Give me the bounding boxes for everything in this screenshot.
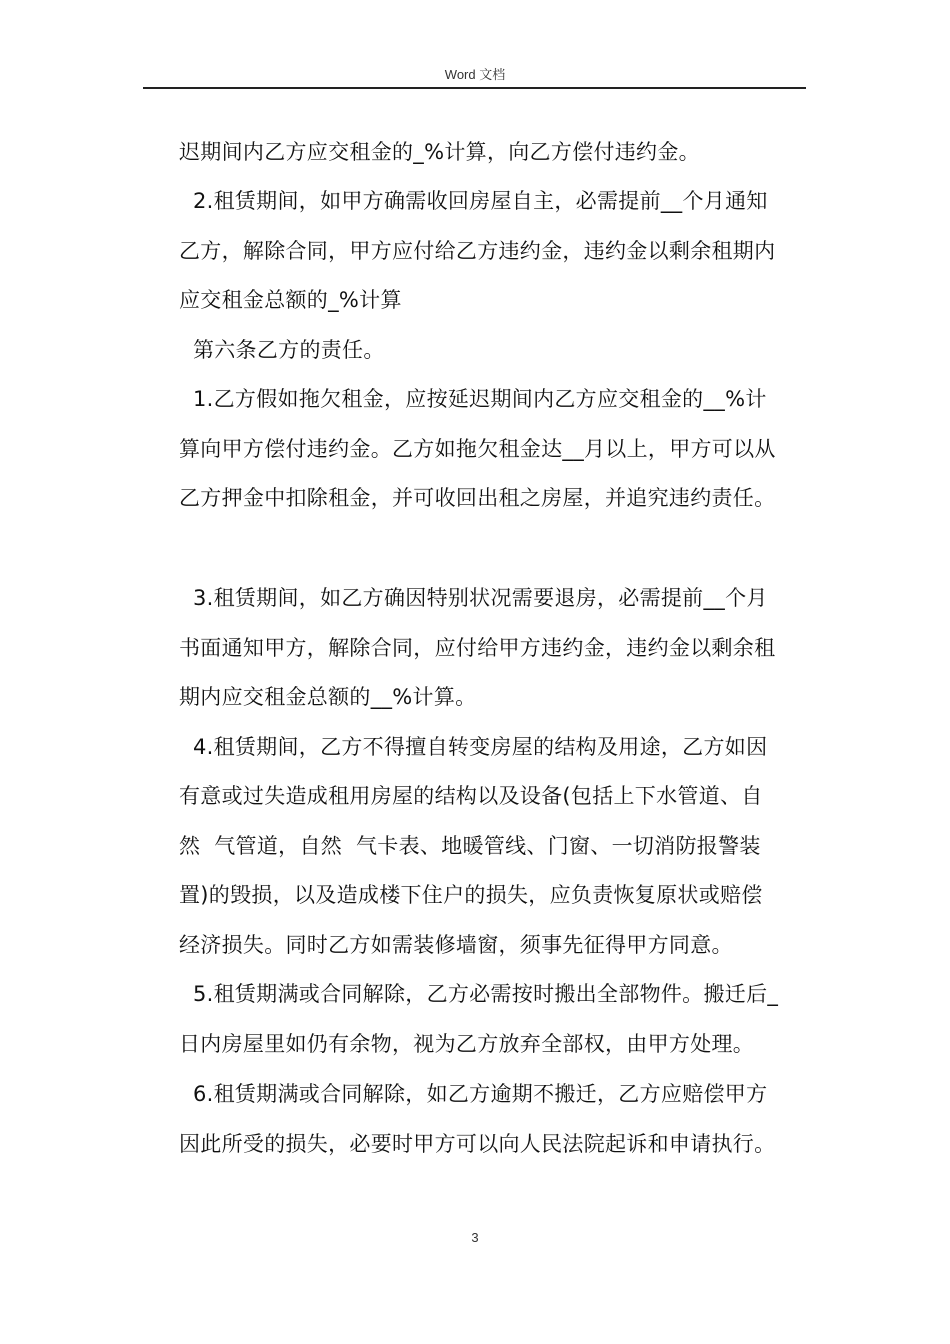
text-line: 乙方，解除合同，甲方应付给乙方违约金，违约金以剩余租期内	[179, 239, 776, 263]
text-line: 经济损失。同时乙方如需装修墙窗，须事先征得甲方同意。	[179, 933, 733, 957]
text-line: 乙方押金中扣除租金，并可收回出租之房屋，并追究违约责任。	[179, 486, 776, 510]
text-line: 4.租赁期间，乙方不得擅自转变房屋的结构及用途，乙方如因	[179, 735, 768, 759]
text-line: 2.租赁期间，如甲方确需收回房屋自主，必需提前__个月通知	[179, 189, 768, 213]
page-number: 3	[471, 1230, 479, 1245]
text-line: 第六条乙方的责任。	[179, 338, 385, 362]
text-line: 因此所受的损失，必要时甲方可以向人民法院起诉和申请执行。	[179, 1132, 776, 1156]
text-line: 算向甲方偿付违约金。乙方如拖欠租金达__月以上，甲方可以从	[179, 437, 776, 461]
header-divider	[143, 87, 806, 89]
text-line: 置)的毁损，以及造成楼下住户的损失，应负责恢复原状或赔偿	[179, 883, 763, 907]
text-line: 有意或过失造成租用房屋的结构以及设备(包括上下水管道、自	[179, 784, 763, 808]
text-line: 书面通知甲方，解除合同，应付给甲方违约金，违约金以剩余租	[179, 636, 776, 660]
text-line: 日内房屋里如仍有余物，视为乙方放弃全部权，由甲方处理。	[179, 1032, 755, 1056]
text-line: 迟期间内乙方应交租金的_%计算，向乙方偿付违约金。	[179, 140, 700, 164]
text-line: 期内应交租金总额的__%计算。	[179, 685, 477, 709]
text-line: 1.乙方假如拖欠租金，应按延迟期间内乙方应交租金的__%计	[179, 387, 767, 411]
header-title: Word 文档	[444, 67, 506, 82]
text-line: 5.租赁期满或合同解除，乙方必需按时搬出全部物件。搬迁后_	[179, 982, 779, 1006]
text-line: 3.租赁期间，如乙方确因特别状况需要退房，必需提前__个月	[179, 586, 768, 610]
text-line: 然 气管道，自然 气卡表、地暖管线、门窗、一切消防报警装	[179, 834, 761, 858]
text-line: 应交租金总额的_%计算	[179, 288, 402, 312]
text-line: 6.租赁期满或合同解除，如乙方逾期不搬迁，乙方应赔偿甲方	[179, 1082, 768, 1106]
